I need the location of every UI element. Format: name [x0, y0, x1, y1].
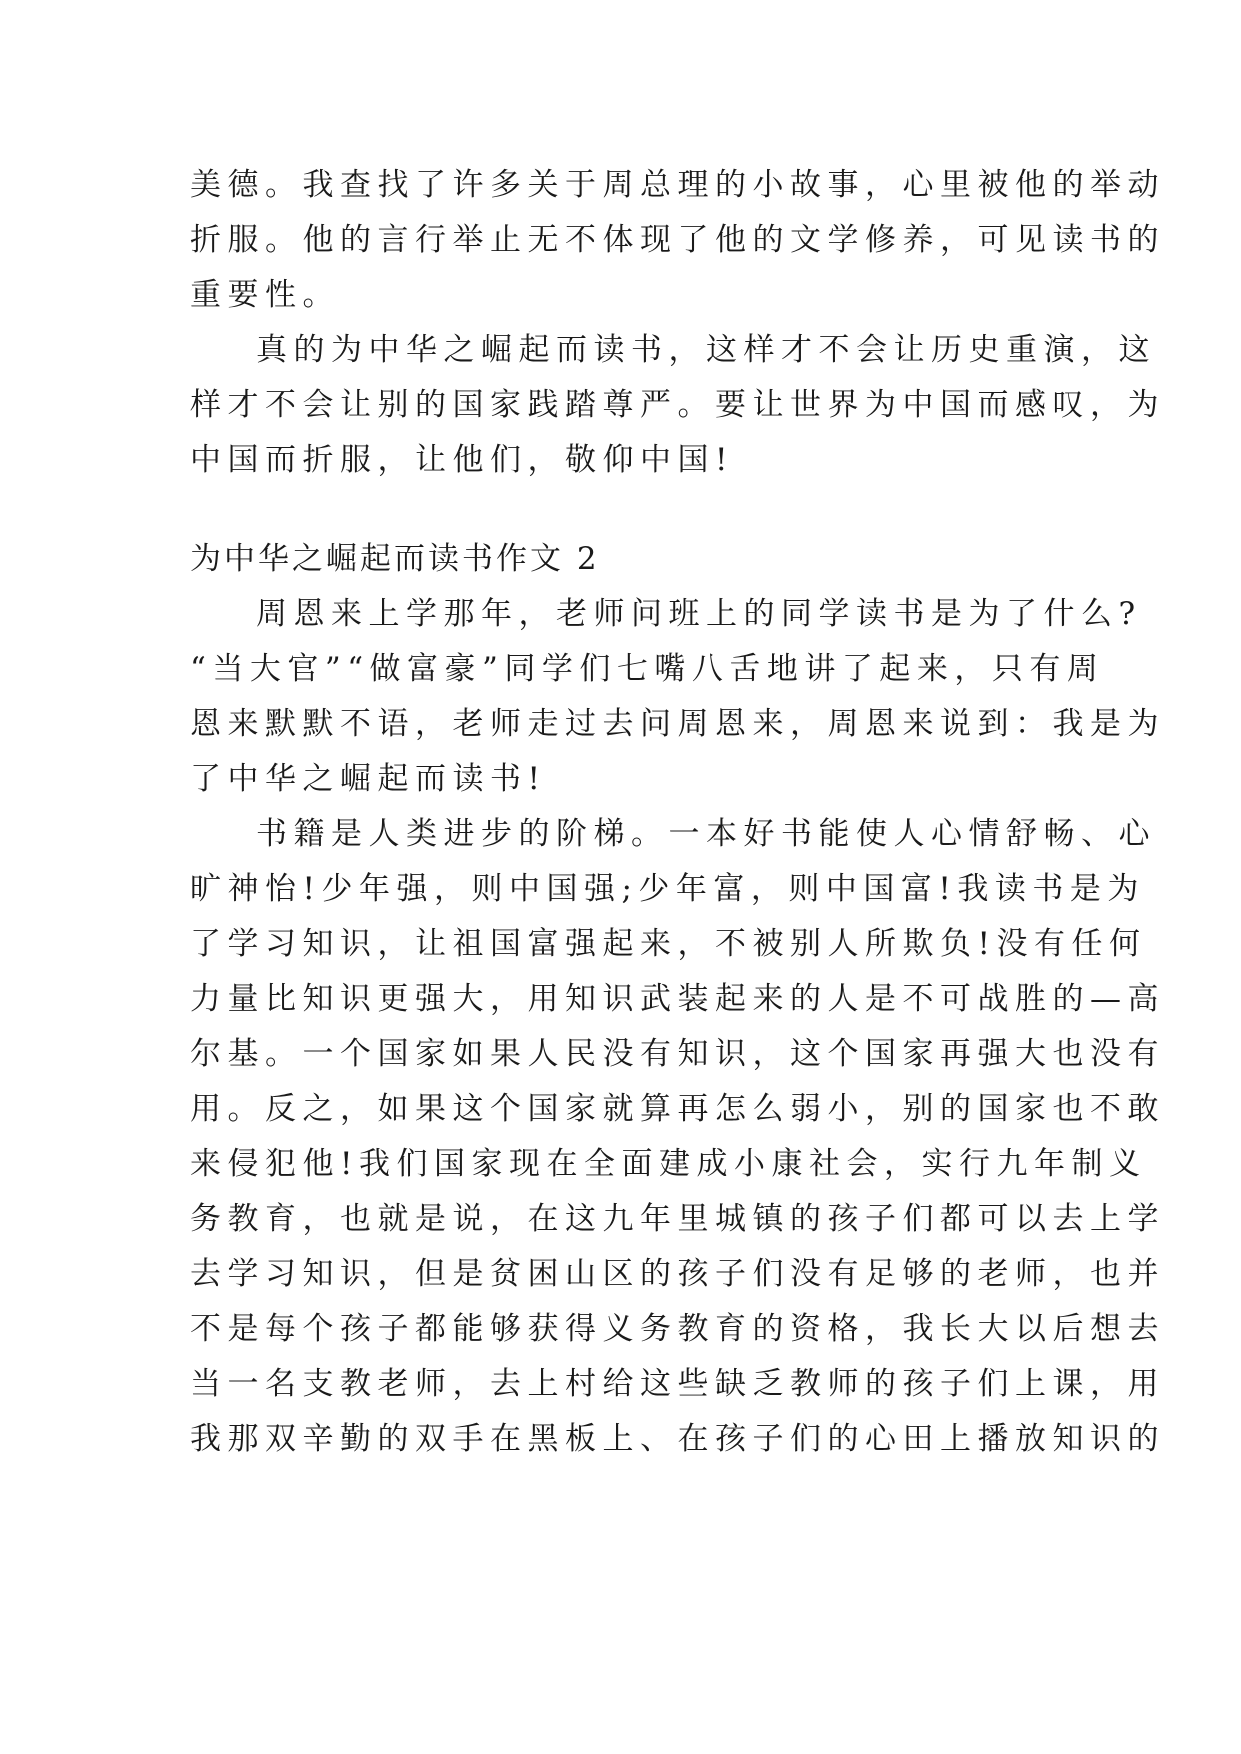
paragraph-books [190, 807, 1165, 1467]
text-line: 重要性。 [190, 277, 340, 313]
paragraph-story [190, 587, 1165, 807]
text-line: 当一名支教老师，去上村给这些缺乏教师的孩子们上课，用 [190, 1366, 1165, 1402]
text-line: 书籍是人类进步的阶梯。一本好书能使人心情舒畅、心 [256, 816, 1156, 852]
paragraph-continuation [190, 158, 1165, 323]
text-line: 了学习知识，让祖国富强起来，不被别人所欺负!没有任何 [190, 926, 1147, 962]
text-line: 美德。我查找了许多关于周总理的小故事，心里被他的举动 [190, 167, 1165, 203]
text-line: 力量比知识更强大，用知识武装起来的人是不可战胜的—高 [190, 981, 1165, 1017]
text-line: 了中华之崛起而读书! [190, 761, 547, 797]
text-line: 周恩来上学那年，老师问班上的同学读书是为了什么? [256, 596, 1142, 632]
text-line: 用。反之，如果这个国家就算再怎么弱小，别的国家也不敢 [190, 1091, 1165, 1127]
text-line: “当大官”“做富豪”同学们七嘴八舌地讲了起来，只有周 [190, 651, 1105, 687]
text-line: 旷神怡!少年强，则中国强;少年富，则中国富!我读书是为 [190, 871, 1145, 907]
paragraph-conclusion [190, 323, 1165, 488]
text-line: 恩来默默不语，老师走过去问周恩来，周恩来说到：我是为 [190, 706, 1165, 742]
text-line: 真的为中华之崛起而读书，这样才不会让历史重演，这 [256, 332, 1156, 368]
text-line: 来侵犯他!我们国家现在全面建成小康社会，实行九年制义 [190, 1146, 1147, 1182]
text-line: 折服。他的言行举止无不体现了他的文学修养，可见读书的 [190, 222, 1165, 258]
section-gap [190, 488, 1050, 532]
document-body [190, 158, 1165, 1467]
text-line: 样才不会让别的国家践踏尊严。要让世界为中国而感叹，为 [190, 387, 1165, 423]
text-line: 务教育，也就是说，在这九年里城镇的孩子们都可以去上学 [190, 1201, 1165, 1237]
text-line: 尔基。一个国家如果人民没有知识，这个国家再强大也没有 [190, 1036, 1165, 1072]
text-line: 我那双辛勤的双手在黑板上、在孩子们的心田上播放知识的 [190, 1421, 1165, 1457]
text-line: 中国而折服，让他们，敬仰中国! [190, 442, 734, 478]
text-line: 不是每个孩子都能够获得义务教育的资格，我长大以后想去 [190, 1311, 1165, 1347]
text-line: 去学习知识，但是贫困山区的孩子们没有足够的老师，也并 [190, 1256, 1165, 1292]
section-title: 为中华之崛起而读书作文 2 [190, 541, 600, 577]
